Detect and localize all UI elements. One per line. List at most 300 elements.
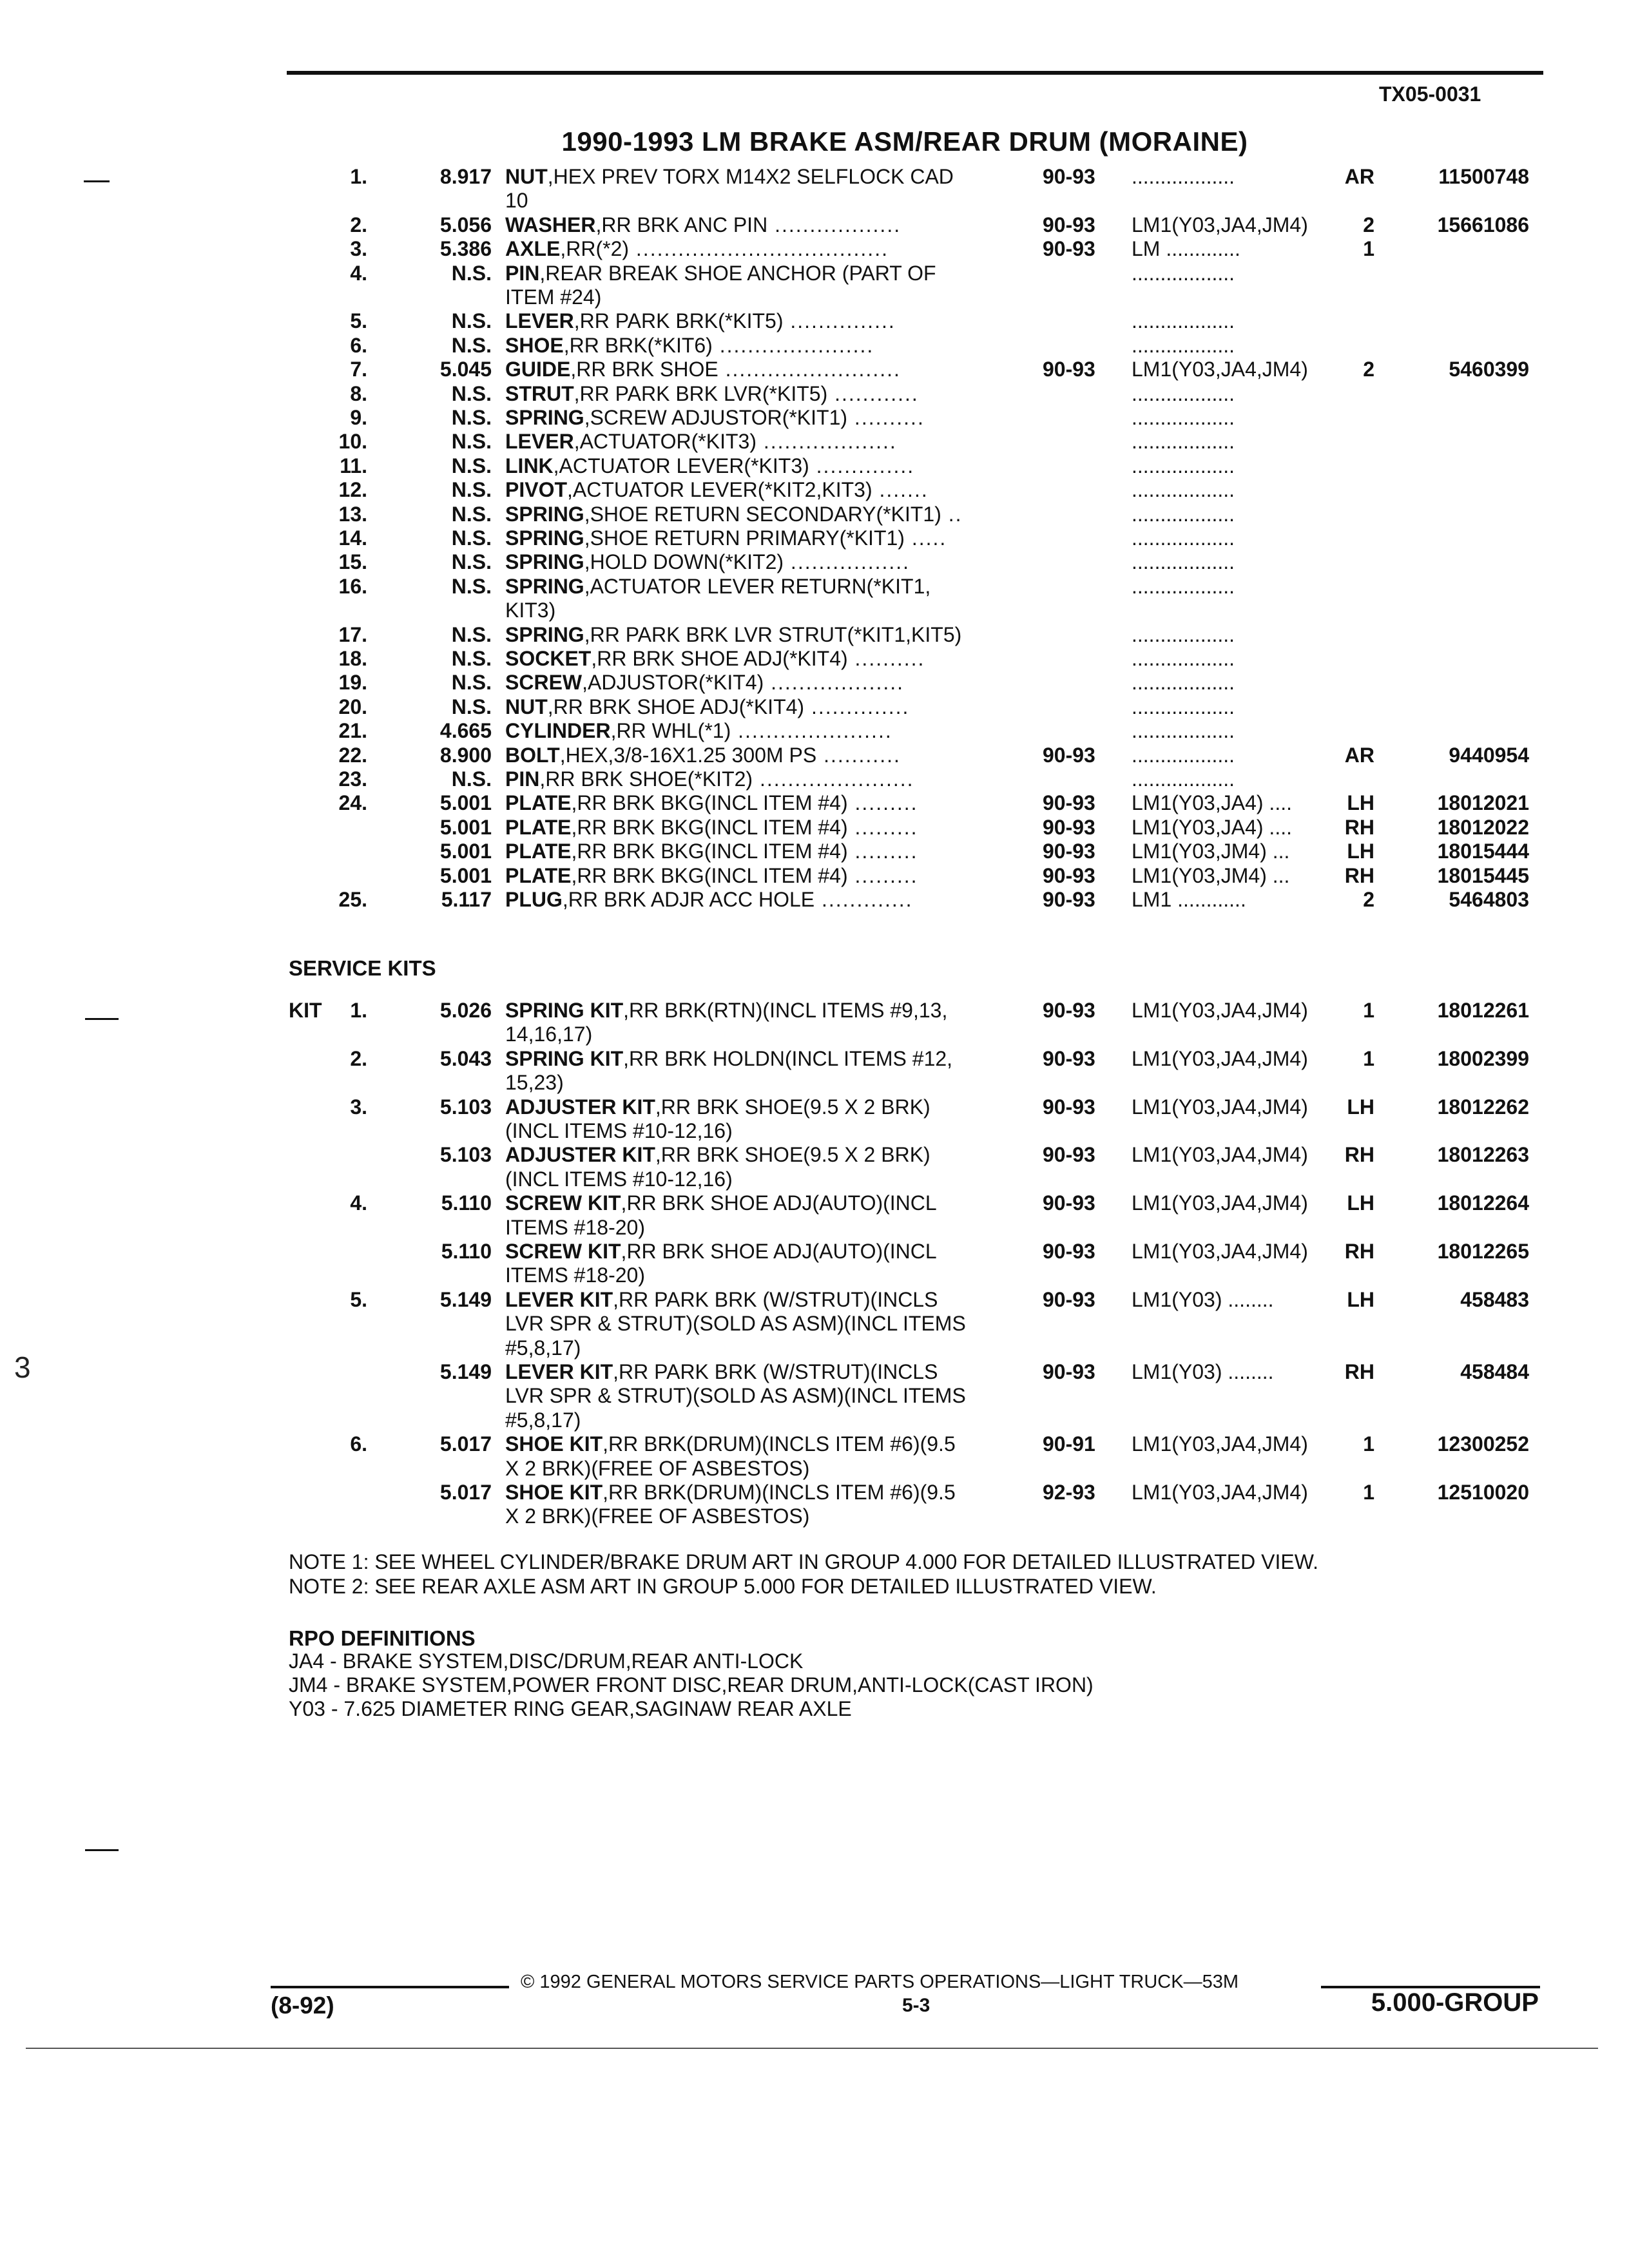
item-description [505,1360,1031,1384]
item-number: 11. [340,454,367,477]
item-number: 4. [350,1191,367,1215]
group-number: 8.900 [439,744,492,767]
dot-leader: .................................... [629,237,889,260]
model-code: .................. [1132,623,1235,646]
item-description [505,888,1031,912]
description-continuation: 10 [505,189,528,212]
dot-leader: ................... [756,430,897,453]
parts-row [0,719,1629,743]
part-name: SPRING KIT [505,999,624,1022]
kit-label: KIT [289,999,322,1022]
part-detail: ,RR BRK SHOE(9.5 X 2 BRK) [655,1143,930,1166]
group-number: 5.386 [439,237,492,260]
footer-date: (8-92) [271,1992,334,2019]
item-description [505,816,1031,840]
description-continuation: LVR SPR & STRUT)(SOLD AS ASM)(INCL ITEMS [505,1384,966,1407]
part-detail: ,RR BRK SHOE(*KIT2) [539,767,753,791]
part-name: CYLINDER [505,719,611,742]
parts-row [0,503,1629,526]
model-code: .................. [1132,671,1235,694]
part-name: SPRING [505,526,584,550]
dot-leader: ............ [827,382,919,405]
part-name: PIN [505,767,540,791]
group-number: 5.001 [439,816,492,839]
quantity: AR [1344,744,1374,767]
model-code: .................. [1132,647,1235,670]
part-detail: ,ACTUATOR LEVER(*KIT2,KIT3) [567,478,872,501]
description-continuation: X 2 BRK)(FREE OF ASBESTOS) [505,1457,810,1480]
kit-row [0,1432,1629,1456]
model-code: .................. [1132,309,1235,332]
part-number: 5460399 [1449,358,1529,381]
model-code: .................. [1132,503,1235,526]
model-years: 90-93 [1043,888,1095,911]
part-name: SHOE KIT [505,1481,603,1504]
part-detail: ,RR BRK BKG(INCL ITEM #4) [571,791,848,814]
part-detail: ,RR PARK BRK(*KIT5) [574,309,784,332]
item-description [505,478,1031,502]
item-description [505,791,1031,815]
part-detail: ,RR BRK SHOE(9.5 X 2 BRK) [655,1095,930,1119]
part-number: 18002399 [1437,1047,1529,1070]
part-detail: ,ACTUATOR LEVER RETURN(*KIT1, [584,575,931,598]
part-number: 458484 [1460,1360,1529,1383]
model-code: .................. [1132,262,1235,285]
dot-leader: ............. [815,888,913,911]
model-code: LM1(Y03) ........ [1132,1360,1274,1383]
model-code: .................. [1132,550,1235,573]
model-code: LM1(Y03,JM4) ... [1132,840,1290,863]
parts-row [0,888,1629,912]
item-description [505,647,1031,671]
part-name: LEVER KIT [505,1360,613,1383]
part-number: 18012022 [1437,816,1529,839]
part-detail: ,RR PARK BRK LVR(*KIT5) [574,382,828,405]
item-description [505,406,1031,430]
item-description [505,454,1031,478]
parts-row [0,430,1629,454]
item-number: 6. [350,1432,367,1456]
group-number: 5.110 [441,1240,492,1263]
dot-leader: .. [941,503,963,526]
part-name: AXLE [505,237,561,260]
item-number: 5. [350,309,367,332]
description-continuation: 14,16,17) [505,1023,593,1046]
item-description [505,840,1031,863]
kit-row [0,1191,1629,1215]
part-number: 18012261 [1437,999,1529,1022]
model-years: 90-93 [1043,1095,1095,1119]
part-name: ADJUSTER KIT [505,1095,655,1119]
group-number: N.S. [451,454,492,477]
part-number: 12510020 [1437,1481,1529,1504]
model-code: .................. [1132,406,1235,429]
item-number: 24. [338,791,367,814]
model-years: 90-93 [1043,165,1095,188]
group-number: 5.149 [439,1360,492,1383]
dot-leader: ...................... [712,334,874,357]
item-number: 16. [338,575,367,598]
part-name: PLUG [505,888,563,911]
model-years: 90-93 [1043,358,1095,381]
model-code: LM1(Y03,JA4,JM4) [1132,1047,1308,1070]
model-years: 90-93 [1043,816,1095,839]
group-number: 4.665 [439,719,492,742]
quantity: LH [1347,1288,1374,1311]
part-number: 5464803 [1449,888,1529,911]
quantity: 1 [1363,1432,1374,1456]
quantity: 2 [1363,358,1374,381]
part-name: SOCKET [505,647,592,670]
part-number: 15661086 [1437,213,1529,236]
group-number: N.S. [451,503,492,526]
item-number: 5. [350,1288,367,1311]
item-description [505,744,1031,767]
part-detail: ,HEX,3/8-16X1.25 300M PS [559,744,817,767]
model-code: LM1(Y03,JA4) .... [1132,816,1292,839]
dot-leader: ....... [872,478,929,501]
dot-leader: ......... [847,791,918,814]
item-description [505,526,1031,550]
dot-leader: .................. [767,213,901,236]
item-description [505,1240,1031,1264]
description-continuation: ITEM #24) [505,285,602,309]
group-number: N.S. [451,671,492,694]
model-code: LM1(Y03,JA4) .... [1132,791,1292,814]
parts-row [0,262,1629,285]
description-continuation: LVR SPR & STRUT)(SOLD AS ASM)(INCL ITEMS [505,1312,966,1335]
dot-leader: ................. [784,550,911,573]
item-number: 25. [338,888,367,911]
description-continuation: ITEMS #18-20) [505,1264,645,1287]
part-number: 18012265 [1437,1240,1529,1263]
part-detail: ,RR BRK SHOE [570,358,718,381]
part-name: GUIDE [505,358,571,381]
rpo-line: JM4 - BRAKE SYSTEM,POWER FRONT DISC,REAR DRUM,ANTI-LOCK(CAST IRON) [289,1673,1094,1696]
kit-row [0,1288,1629,1312]
part-detail: ,SHOE RETURN SECONDARY(*KIT1) [584,503,941,526]
item-number: 4. [350,262,367,285]
part-detail: ,ACTUATOR(*KIT3) [574,430,757,453]
dot-leader: .......... [847,647,925,670]
model-years: 90-91 [1043,1432,1095,1456]
item-number: 8. [350,382,367,405]
part-name: PIN [505,262,540,285]
part-name: NUT [505,695,548,718]
part-detail: ,RR BRK SHOE ADJ(AUTO)(INCL [621,1191,937,1215]
model-years: 92-93 [1043,1481,1095,1504]
part-name: ADJUSTER KIT [505,1143,655,1166]
quantity: 1 [1363,999,1374,1022]
dot-leader: ............... [783,309,896,332]
footer-group: 5.000-GROUP [1371,1988,1539,2017]
model-years: 90-93 [1043,840,1095,863]
rpo-heading: RPO DEFINITIONS [289,1626,476,1650]
rpo-line: JA4 - BRAKE SYSTEM,DISC/DRUM,REAR ANTI-LOCK [289,1649,804,1673]
part-name: NUT [505,165,548,188]
part-detail: ,HEX PREV TORX M14X2 SELFLOCK CAD [547,165,954,188]
model-years: 90-93 [1043,864,1095,887]
part-detail: ,RR BRK SHOE ADJ(AUTO)(INCL [621,1240,937,1263]
group-number: N.S. [451,334,492,357]
part-number: 12300252 [1437,1432,1529,1456]
punch-mark [85,1018,119,1020]
part-number: 18015444 [1437,840,1529,863]
quantity: 1 [1363,1047,1374,1070]
kit-row [0,999,1629,1023]
kit-row [0,1481,1629,1504]
item-number: 19. [338,671,367,694]
quantity: 2 [1363,888,1374,911]
part-number: 18012263 [1437,1143,1529,1166]
part-detail: ,REAR BREAK SHOE ANCHOR (PART OF [539,262,936,285]
footer-copyright: © 1992 GENERAL MOTORS SERVICE PARTS OPERATIONS—LIGHT TRUCK—53M [521,1972,1239,1992]
part-number: 18012262 [1437,1095,1529,1119]
dot-leader: ......... [847,816,918,839]
part-name: LEVER [505,309,574,332]
part-name: PLATE [505,791,572,814]
group-number: N.S. [451,647,492,670]
bottom-rule [26,2048,1598,2049]
model-code: .................. [1132,382,1235,405]
item-number: 3. [350,1095,367,1119]
part-detail: ,SCREW ADJUSTOR(*KIT1) [584,406,848,429]
model-years: 90-93 [1043,1047,1095,1070]
parts-row [0,840,1629,863]
parts-row [0,647,1629,671]
part-detail: ,RR BRK BKG(INCL ITEM #4) [571,864,848,887]
quantity: LH [1347,791,1374,814]
item-description [505,165,1031,189]
group-number: 5.103 [439,1095,492,1119]
quantity: RH [1344,1143,1374,1166]
group-number: 5.056 [439,213,492,236]
part-detail: ,RR BRK(RTN)(INCL ITEMS #9,13, [623,999,948,1022]
part-name: PLATE [505,864,572,887]
part-name: SPRING [505,575,584,598]
part-name: SPRING [505,550,584,573]
kit-row [0,1047,1629,1071]
model-years: 90-93 [1043,1288,1095,1311]
kit-row [0,1095,1629,1119]
part-name: SPRING [505,406,584,429]
model-years: 90-93 [1043,744,1095,767]
part-detail: ,RR BRK(DRUM)(INCLS ITEM #6)(9.5 [602,1481,956,1504]
group-number: N.S. [451,695,492,718]
part-detail: ,HOLD DOWN(*KIT2) [584,550,784,573]
dot-leader: .............. [804,695,910,718]
model-code: .................. [1132,526,1235,550]
part-name: SPRING [505,503,584,526]
model-code: LM1(Y03,JA4,JM4) [1132,213,1308,236]
item-description [505,1047,1031,1071]
description-continuation: ITEMS #18-20) [505,1216,645,1239]
item-description [505,864,1031,888]
parts-row [0,213,1629,237]
model-code: .................. [1132,454,1235,477]
dot-leader: ................... [764,671,905,694]
model-code: LM1(Y03) ........ [1132,1288,1274,1311]
part-detail: ,ACTUATOR LEVER(*KIT3) [553,454,809,477]
rpo-line: Y03 - 7.625 DIAMETER RING GEAR,SAGINAW REAR AXLE [289,1697,852,1720]
page-title: 1990-1993 LM BRAKE ASM/REAR DRUM (MORAINE) [561,126,1248,157]
item-description [505,237,1031,261]
item-description [505,430,1031,454]
parts-row [0,237,1629,261]
parts-row [0,406,1629,430]
kit-row [0,1240,1629,1264]
group-number: 5.149 [439,1288,492,1311]
item-description [505,719,1031,743]
dot-leader: ........... [816,744,901,767]
parts-row [0,767,1629,791]
service-kits-heading: SERVICE KITS [289,956,436,980]
group-number: 5.017 [439,1481,492,1504]
model-code: LM1(Y03,JA4,JM4) [1132,358,1308,381]
item-description [505,334,1031,358]
parts-row [0,454,1629,478]
model-code: LM1 ............ [1132,888,1246,911]
item-number: 17. [338,623,367,646]
group-number: 5.117 [441,888,492,911]
item-description [505,1288,1031,1312]
description-continuation: #5,8,17) [505,1408,581,1432]
quantity: LH [1347,1191,1374,1215]
item-description [505,1095,1031,1119]
item-description [505,358,1031,381]
group-number: 5.026 [439,999,492,1022]
part-name: STRUT [505,382,574,405]
model-years: 90-93 [1043,1143,1095,1166]
note-1: NOTE 1: SEE WHEEL CYLINDER/BRAKE DRUM ART IN GROUP 4.000 FOR DETAILED ILLUSTRATED VIEW. [289,1550,1319,1573]
group-number: 5.001 [439,791,492,814]
part-detail: ,RR BRK(DRUM)(INCLS ITEM #6)(9.5 [602,1432,956,1456]
model-code: .................. [1132,165,1235,188]
model-code: .................. [1132,719,1235,742]
item-description [505,550,1031,574]
item-number: 15. [338,550,367,573]
quantity: 1 [1363,1481,1374,1504]
model-years: 90-93 [1043,791,1095,814]
item-description [505,695,1031,719]
part-name: BOLT [505,744,560,767]
parts-row [0,816,1629,840]
group-number: N.S. [451,575,492,598]
item-description [505,1191,1031,1215]
parts-row [0,695,1629,719]
model-code: LM1(Y03,JA4,JM4) [1132,1095,1308,1119]
item-description [505,1481,1031,1504]
model-years: 90-93 [1043,1240,1095,1263]
footer-rule-left [271,1986,509,1988]
parts-row [0,526,1629,550]
group-number: 5.045 [439,358,492,381]
part-number: 18015445 [1437,864,1529,887]
group-number: 5.017 [439,1432,492,1456]
item-description [505,1143,1031,1167]
item-number: 2. [350,213,367,236]
model-code: LM ............. [1132,237,1240,260]
part-number: 18012264 [1437,1191,1529,1215]
part-detail: ,RR BRK BKG(INCL ITEM #4) [571,840,848,863]
item-number: 20. [338,695,367,718]
part-name: PLATE [505,816,572,839]
parts-row [0,671,1629,695]
description-continuation: KIT3) [505,599,556,622]
description-continuation: (INCL ITEMS #10-12,16) [505,1168,733,1191]
item-number: 9. [350,406,367,429]
model-years: 90-93 [1043,213,1095,236]
group-number: N.S. [451,430,492,453]
group-number: 5.001 [439,840,492,863]
parts-row [0,334,1629,358]
part-name: SCREW [505,671,583,694]
parts-row [0,478,1629,502]
part-detail: ,RR BRK ANC PIN [595,213,768,236]
model-code: .................. [1132,575,1235,598]
part-detail: ,RR BRK SHOE ADJ(*KIT4) [547,695,805,718]
quantity: RH [1344,1240,1374,1263]
part-detail: ,RR PARK BRK (W/STRUT)(INCLS [613,1360,938,1383]
group-number: 5.103 [439,1143,492,1166]
description-continuation: (INCL ITEMS #10-12,16) [505,1119,733,1142]
parts-row [0,744,1629,767]
item-number: 7. [350,358,367,381]
part-detail: ,RR PARK BRK (W/STRUT)(INCLS [613,1288,938,1311]
note-2: NOTE 2: SEE REAR AXLE ASM ART IN GROUP 5.000 FOR DETAILED ILLUSTRATED VIEW. [289,1575,1157,1598]
dot-leader: ......................... [718,358,901,381]
item-description [505,262,1031,285]
item-description [505,767,1031,791]
group-number: N.S. [451,526,492,550]
item-number: 18. [338,647,367,670]
model-code: LM1(Y03,JA4,JM4) [1132,1240,1308,1263]
item-number: 6. [350,334,367,357]
quantity: RH [1344,864,1374,887]
top-rule [287,71,1543,75]
group-number: N.S. [451,623,492,646]
group-number: N.S. [451,382,492,405]
item-description [505,999,1031,1023]
footer-page-number: 5-3 [902,1995,930,2016]
part-name: SCREW KIT [505,1191,621,1215]
part-detail: ,RR BRK(*KIT6) [563,334,713,357]
document-number: TX05-0031 [1379,82,1481,106]
group-number: 8.917 [439,165,492,188]
item-description [505,503,1031,526]
description-continuation: #5,8,17) [505,1336,581,1360]
kit-row [0,1360,1629,1384]
description-continuation: X 2 BRK)(FREE OF ASBESTOS) [505,1504,810,1528]
group-number: 5.043 [439,1047,492,1070]
part-number: 11500748 [1438,165,1529,188]
dot-leader: .......... [847,406,925,429]
parts-row [0,791,1629,815]
model-code: .................. [1132,695,1235,718]
dot-leader: ...................... [753,767,914,791]
quantity: RH [1344,816,1374,839]
part-detail: ,RR WHL(*1) [610,719,731,742]
model-code: .................. [1132,334,1235,357]
item-description [505,575,1031,599]
model-code: LM1(Y03,JA4,JM4) [1132,1481,1308,1504]
parts-row [0,623,1629,647]
part-name: LEVER KIT [505,1288,613,1311]
parts-row [0,550,1629,574]
item-number: 22. [338,744,367,767]
item-number: 3. [350,237,367,260]
quantity: 1 [1363,237,1374,260]
